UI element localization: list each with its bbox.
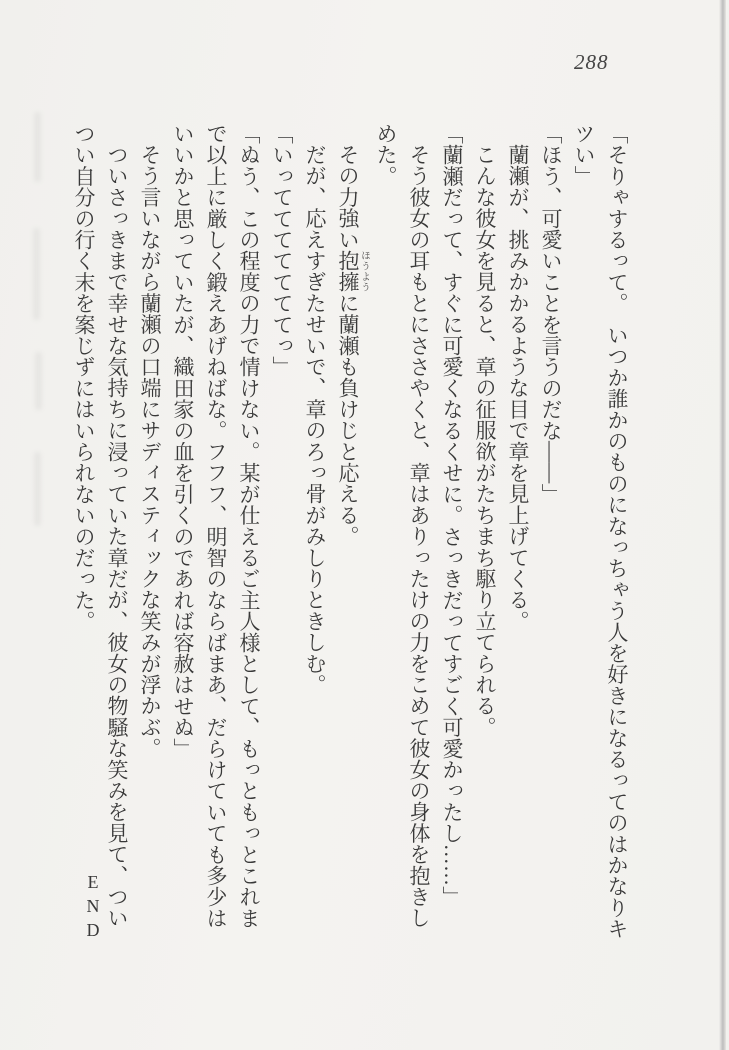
text-line: 「ほう、可愛いことを言うのだな――」	[539, 123, 563, 505]
text-line: ついさっきまで幸せな気持ちに浸っていた章だが、彼女の物騒な笑みを見て、つい	[105, 144, 129, 929]
text-line: そう彼女の耳もとにささやくと、章はありったけの力をこめて彼女の身体を抱きし	[407, 144, 431, 929]
text-line: 「そりゃするって。 いつか誰かのものになっちゃう人を好きになるってのはかなりキ	[605, 123, 629, 940]
text-line: ツい」	[572, 123, 596, 187]
text-line: いいかと思っていたが、織田家の血を引くのであれば容赦はせぬ」	[171, 123, 195, 759]
end-marker: END	[83, 872, 103, 944]
text-line: めた。	[374, 123, 398, 187]
ruby-text: ほうよう	[359, 250, 369, 293]
bleedthrough-mark	[35, 352, 42, 410]
ruby-annotation	[336, 250, 369, 293]
text-line	[331, 123, 369, 955]
bleedthrough-mark	[33, 228, 40, 320]
text-segment: に蘭瀬も負けじと応える。	[336, 292, 360, 547]
text-line: そう言いながら蘭瀬の口端にサディスティックな笑みが浮かぶ。	[138, 144, 162, 759]
ruby-base: 抱擁	[336, 250, 360, 293]
text-line: 蘭瀬が、挑みかかるような目で章を見上げてくる。	[506, 144, 530, 632]
page-number: 288	[574, 50, 609, 74]
text-segment: その力強い	[336, 144, 360, 250]
page-text	[72, 123, 633, 955]
text-line: で以上に厳しく鍛えあげねばな。フフフ、明智のならばまあ、だらけていても多少は	[204, 123, 228, 929]
text-line: 「ぬう、この程度の力で情けない。某が仕えるご主人様として、もっともっとこれま	[237, 123, 261, 929]
text-line: つい自分の行く末を案じずにはいられないのだった。	[72, 123, 96, 632]
bleedthrough-mark	[34, 452, 41, 526]
text-line: こんな彼女を見ると、章の征服欲がたちまち駆り立てられる。	[473, 144, 497, 738]
text-line: だが、応えすぎたせいで、章のろっ骨がみしりときしむ。	[303, 144, 327, 696]
bleedthrough-mark	[34, 112, 41, 182]
page-edge-shadow	[719, 0, 726, 1050]
text-line: 「いってててててててっ」	[270, 123, 294, 378]
text-line: 「蘭瀬だって、すぐに可愛くなるくせに。さっきだってすごく可愛かったし……」	[440, 123, 464, 908]
